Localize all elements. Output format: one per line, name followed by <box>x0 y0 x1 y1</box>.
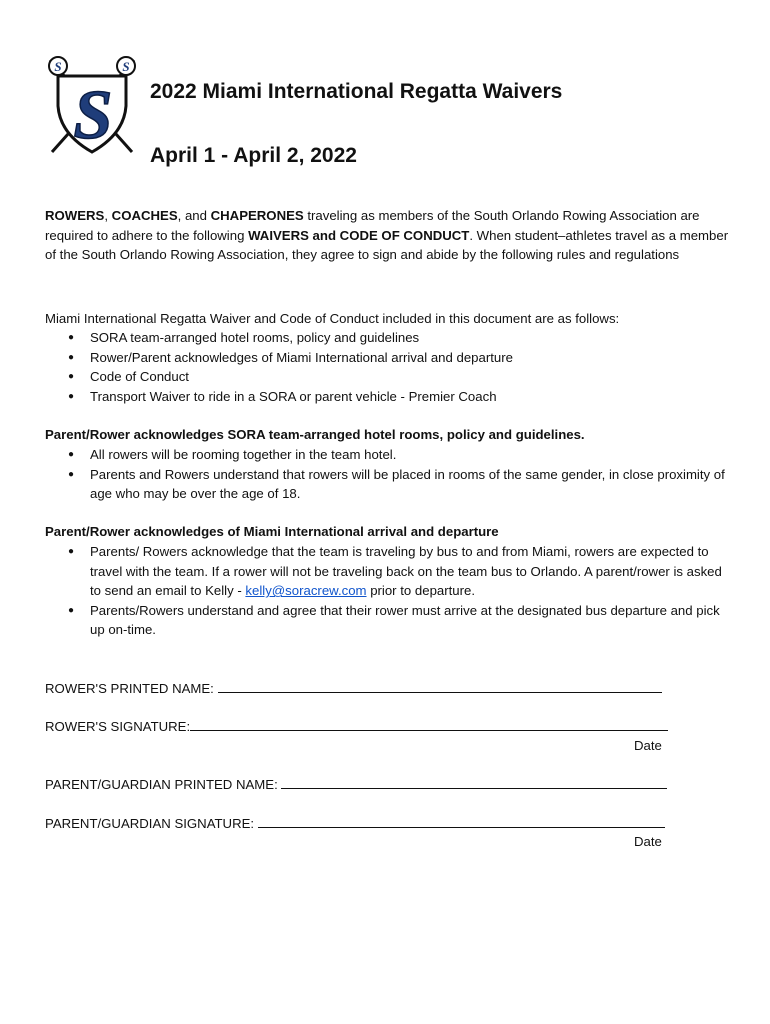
intro-text-4: . When student–athletes travel as a member of the South Orlando Rowing Association, they agree to sign and abide by the following rules and regulations <box>45 227 729 263</box>
list-item: ● Parents and Rowers understand that rowers will be placed in rooms of the same gender, in close proximity of age who may be over the age of 18. <box>45 465 730 504</box>
list-item <box>45 542 730 601</box>
parent-printed-name-field[interactable] <box>281 774 667 789</box>
contents-list <box>45 328 730 406</box>
arrival-section-heading: Parent/Rower acknowledges of Miami International arrival and departure <box>45 524 499 539</box>
rower-printed-name-row <box>45 678 662 699</box>
sora-shield-logo <box>44 52 140 156</box>
intro-text-2: , and <box>177 208 211 223</box>
arrival-item-after: prior to departure. <box>366 583 476 599</box>
hotel-section-heading: Parent/Rower acknowledges SORA team-arranged hotel rooms, policy and guidelines. <box>45 427 585 442</box>
rower-signature-label: ROWER'S SIGNATURE: <box>45 719 191 734</box>
logo-letter-center: S <box>73 77 113 154</box>
list-item: ● All rowers will be rooming together in the team hotel. <box>45 445 730 465</box>
event-dates: April 1 - April 2, 2022 <box>150 144 357 167</box>
parent-printed-name-label: PARENT/GUARDIAN PRINTED NAME: <box>45 777 282 792</box>
kelly-email-link[interactable]: kelly@soracrew.com <box>245 583 367 599</box>
parent-signature-label: PARENT/GUARDIAN SIGNATURE: <box>45 816 258 831</box>
intro-bold-rowers: ROWERS <box>45 208 105 223</box>
rower-signature-field[interactable] <box>190 716 668 731</box>
intro-bold-chaperones: CHAPERONES <box>210 208 304 223</box>
list-item: ● Transport Waiver to ride in a SORA or parent vehicle - Premier Coach <box>45 387 730 407</box>
rower-signature-row <box>45 716 668 737</box>
arrival-item-text: Parents/ Rowers acknowledge that the team is traveling by bus to and from Miami, rowers are expected to travel with the team. If a rower will not be traveling back on the team bus to Orlando. A parent/rower is asked to send an email to Kelly - <box>90 544 722 599</box>
list-item: ● Code of Conduct <box>45 367 730 387</box>
list-item: ● Parents/Rowers understand and agree that their rower must arrive at the designated bus departure and pick up on-time. <box>45 601 730 640</box>
logo-letter-right: S <box>122 59 130 74</box>
contents-lead: Miami International Regatta Waiver and Code of Conduct included in this document are as follows: <box>45 311 620 326</box>
intro-bold-waivers: WAIVERS and CODE OF CONDUCT <box>248 227 470 243</box>
page-title: 2022 Miami International Regatta Waivers <box>150 80 563 103</box>
arrival-list <box>45 542 730 640</box>
list-item: ● SORA team-arranged hotel rooms, policy and guidelines <box>45 328 730 348</box>
list-item: ● Rower/Parent acknowledges of Miami International arrival and departure <box>45 348 730 368</box>
parent-signature-field[interactable] <box>258 813 665 828</box>
parent-printed-name-row <box>45 774 667 795</box>
logo-letter-left: S <box>54 59 62 74</box>
parent-signature-row <box>45 813 665 834</box>
intro-text-3: traveling as members of the South Orlando Rowing Association are required to adhere to the following <box>45 208 700 243</box>
intro-text-1: , <box>104 208 112 223</box>
hotel-list <box>45 445 730 504</box>
rower-printed-name-label: ROWER'S PRINTED NAME: <box>45 681 218 696</box>
parent-date-label: Date <box>634 834 662 849</box>
rower-printed-name-field[interactable] <box>218 678 662 693</box>
intro-paragraph <box>45 206 730 265</box>
rower-date-label: Date <box>634 738 662 753</box>
intro-bold-coaches: COACHES <box>111 208 178 223</box>
